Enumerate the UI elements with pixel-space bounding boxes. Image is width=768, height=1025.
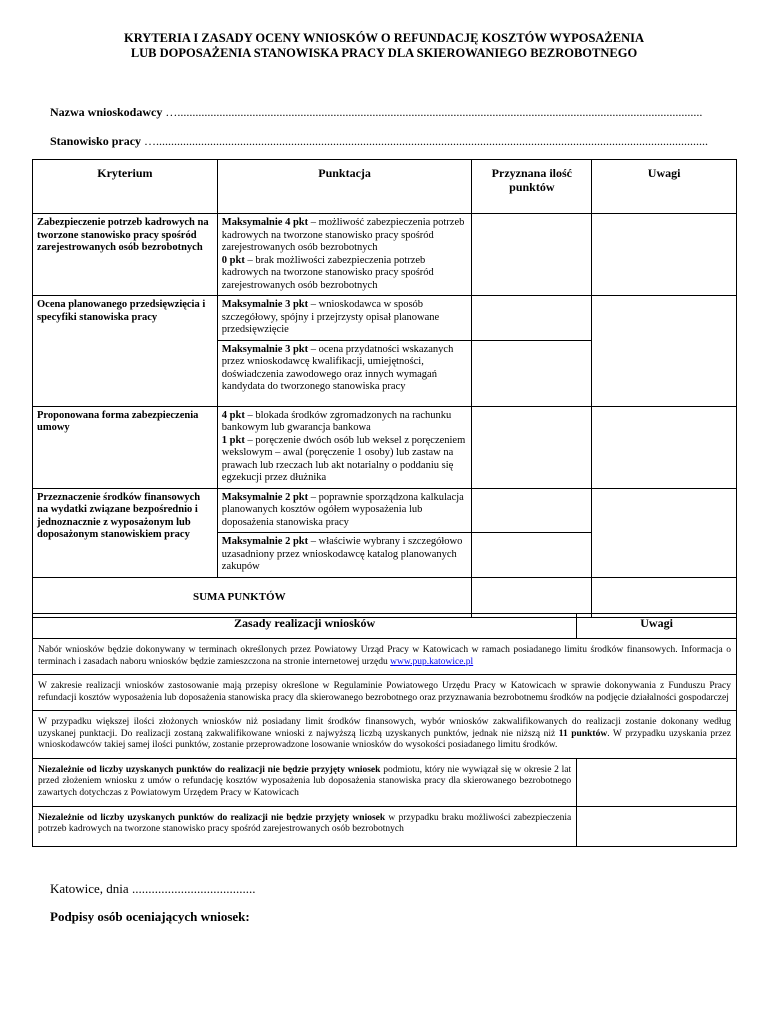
score-cell <box>217 533 472 578</box>
score-text: – wnioskodawca w sposób szczegółowy, spójny i przejrzysty opisał planowane przedsięwzięcie <box>221 299 440 335</box>
table-row <box>33 675 737 711</box>
position-label: Stanowisko pracy <box>50 134 142 148</box>
applicant-field <box>50 105 702 120</box>
position-dots: …........................................................................................................................................................................................ <box>144 134 709 148</box>
notes-cell[interactable] <box>592 296 737 407</box>
notes-cell[interactable] <box>577 806 737 846</box>
score-text: – możliwość zabezpieczenia potrzeb kadrowych na tworzone stanowisko pracy spośród zarejestrowanych osób bezrobotnych <box>221 217 465 253</box>
rules-header-row <box>33 614 737 639</box>
table-row <box>33 711 737 759</box>
table-row <box>33 214 737 296</box>
sum-row <box>33 577 737 617</box>
awarded-cell[interactable] <box>472 296 592 341</box>
rule-bold: Niezależnie od liczby uzyskanych punktów do realizacji nie będzie przyjęty wniosek <box>38 812 386 823</box>
header-score: Punktacja <box>217 160 472 214</box>
notes-cell[interactable] <box>592 488 737 577</box>
criteria-header-row <box>33 160 737 214</box>
position-field <box>50 134 708 149</box>
applicant-label: Nazwa wnioskodawcy <box>50 105 163 119</box>
sum-notes-cell[interactable] <box>592 577 737 617</box>
awarded-cell[interactable] <box>472 214 592 296</box>
rule-text: W przypadku większej ilości złożonych wniosków niż posiadany limit środków finansowych, wybór wniosków zakwalifikowanych do realizacji zostanie dokonany według uzyskanej punktacji. Do realizacji zostaną zakwalifikowane wnioski z najwyższą liczbą uzyskanych punktów, jednak nie niższą niż <box>38 717 731 739</box>
header-criterion: Kryterium <box>33 160 218 214</box>
score-bold: Maksymalnie 4 pkt <box>221 217 309 228</box>
awarded-cell[interactable] <box>472 406 592 488</box>
score-bold: 1 pkt <box>221 434 245 446</box>
score-cell <box>217 296 472 341</box>
table-row <box>33 639 737 675</box>
rule-text: w przypadku braku możliwości zabezpieczenia potrzeb kadrowych na tworzone stanowisko pracy spośród zarejestrowanych osób bezrobotnych <box>38 812 572 834</box>
score-bold: Maksymalnie 2 pkt <box>221 536 309 547</box>
score-text: – ocena przydatności wskazanych przez wnioskodawcę kwalifikacji, umiejętności, doświadczenia zawodowego oraz innych wymagań kandydata do tworzonego stanowiska pracy <box>221 343 454 392</box>
table-row <box>33 406 737 488</box>
awarded-cell[interactable] <box>472 533 592 578</box>
score-bold: Maksymalnie 2 pkt <box>221 491 309 503</box>
score-cell <box>217 340 472 406</box>
header-notes: Uwagi <box>592 160 737 214</box>
criterion-cell: Przeznaczenie środków finansowych na wydatki związane bezpośrednio i jednoznacznie z wyposażonym lub doposażonym stanowiskiem pracy <box>33 488 218 577</box>
score-text: – brak możliwości zabezpieczenia potrzeb kadrowych na tworzone stanowisko pracy spośród zarejestrowanych osób bezrobotnych <box>221 254 434 291</box>
score-cell <box>217 406 472 488</box>
table-row <box>33 488 737 533</box>
awarded-cell[interactable] <box>472 340 592 406</box>
rule-text: Nabór wniosków będzie dokonywany w terminach określonych przez Powiatowy Urząd Pracy w Katowicach w ramach posiadanego limitu środków finansowych. Informacja o terminach i zasadach naboru wniosków będzie zamieszczona na stronie internetowej urzędu <box>38 645 731 667</box>
criterion-cell: Zabezpieczenie potrzeb kadrowych na tworzone stanowisko pracy spośród zarejestrowanych osób bezrobotnych <box>33 214 218 296</box>
score-text: – blokada środków zgromadzonych na rachunku bankowym lub gwarancja bankowa <box>221 409 452 433</box>
rule-paragraph <box>33 639 737 675</box>
notes-cell[interactable] <box>577 758 737 806</box>
title-line-2: LUB DOPOSAŻENIA STANOWISKA PRACY DLA SKIEROWANIEGO BEZROBOTNEGO <box>130 46 638 60</box>
sum-label: SUMA PUNKTÓW <box>33 577 472 617</box>
score-text: – poręczenie dwóch osób lub weksel z poręczeniem wekslowym – awal (poręczenie 1 osoby) lub zastaw na prawach lub rzeczach lub akt notarialny o poddaniu się egzekucji przez dłużnika <box>221 434 466 483</box>
table-row <box>33 758 737 806</box>
score-bold: 0 pkt <box>221 254 245 266</box>
rule-text: . W przypadku uzyskania przez wnioskodawców takiej samej ilości punktów, zostanie przeprowadzone losowanie wniosków do wysokości posiadanego limitu środków. <box>38 728 731 750</box>
rule-paragraph <box>33 806 577 846</box>
rule-paragraph <box>33 711 737 759</box>
notes-cell[interactable] <box>592 214 737 296</box>
score-cell <box>217 214 472 296</box>
score-bold: Maksymalnie 3 pkt <box>221 343 309 355</box>
rule-paragraph <box>33 758 577 806</box>
rules-notes-header: Uwagi <box>577 614 737 639</box>
table-row <box>33 296 737 341</box>
title-line-1: KRYTERIA I ZASADY OCENY WNIOSKÓW O REFUNDACJĘ KOSZTÓW WYPOSAŻENIA <box>123 31 645 45</box>
rules-table <box>32 613 737 847</box>
notes-cell[interactable] <box>592 406 737 488</box>
score-bold: Maksymalnie 3 pkt <box>221 299 309 310</box>
rule-text: podmiotu, który nie wywiązał się w okresie 2 lat przed złożeniem wniosku z umów o refundację kosztów wyposażenia lub doposażenia stanowiska pracy dla skierowanego bezrobotnego zawartych dotychczas z Powiatowym Urzędem Pracy w Katowicach <box>38 764 572 798</box>
rule-paragraph: W zakresie realizacji wniosków zastosowanie mają przepisy określone w Regulaminie Powiatowego Urzędu Pracy w Katowicach w sprawie dokonywania z Funduszu Pracy refundacji kosztów wyposażenia lub doposażenia stanowiska pracy dla skierowanego bezrobotnego oraz przyznawania bezrobotnemu środków na podjęcie działalności gospodarczej <box>33 675 737 711</box>
rules-header: Zasady realizacji wniosków <box>33 614 577 639</box>
sum-awarded-cell[interactable] <box>472 577 592 617</box>
website-link[interactable]: www.pup.katowice.pl <box>390 656 474 667</box>
applicant-dots: …............................................................................................................................................................................... <box>165 105 703 119</box>
score-text: – właściwie wybrany i szczegółowo uzasadniony przez wnioskodawcę katalog planowanych zakupów <box>221 536 463 572</box>
document-title <box>0 31 768 61</box>
score-bold: 4 pkt <box>221 409 245 421</box>
awarded-cell[interactable] <box>472 488 592 533</box>
criteria-table <box>32 159 737 618</box>
score-text: – poprawnie sporządzona kalkulacja planowanych kosztów ogółem wyposażenia lub doposażenia stanowiska pracy <box>221 491 464 528</box>
score-cell <box>217 488 472 533</box>
criterion-cell: Proponowana forma zabezpieczenia umowy <box>33 406 218 488</box>
place-date: Katowice, dnia ...................................... <box>50 881 256 896</box>
criterion-cell: Ocena planowanego przedsięwzięcia i specyfiki stanowiska pracy <box>33 296 218 407</box>
signatures-label: Podpisy osób oceniających wniosek: <box>50 909 250 924</box>
rule-bold: Niezależnie od liczby uzyskanych punktów do realizacji nie będzie przyjęty wniosek <box>38 764 381 775</box>
header-awarded: Przyznana ilość punktów <box>472 160 592 214</box>
table-row <box>33 806 737 846</box>
rule-bold: 11 punktów <box>558 728 608 739</box>
